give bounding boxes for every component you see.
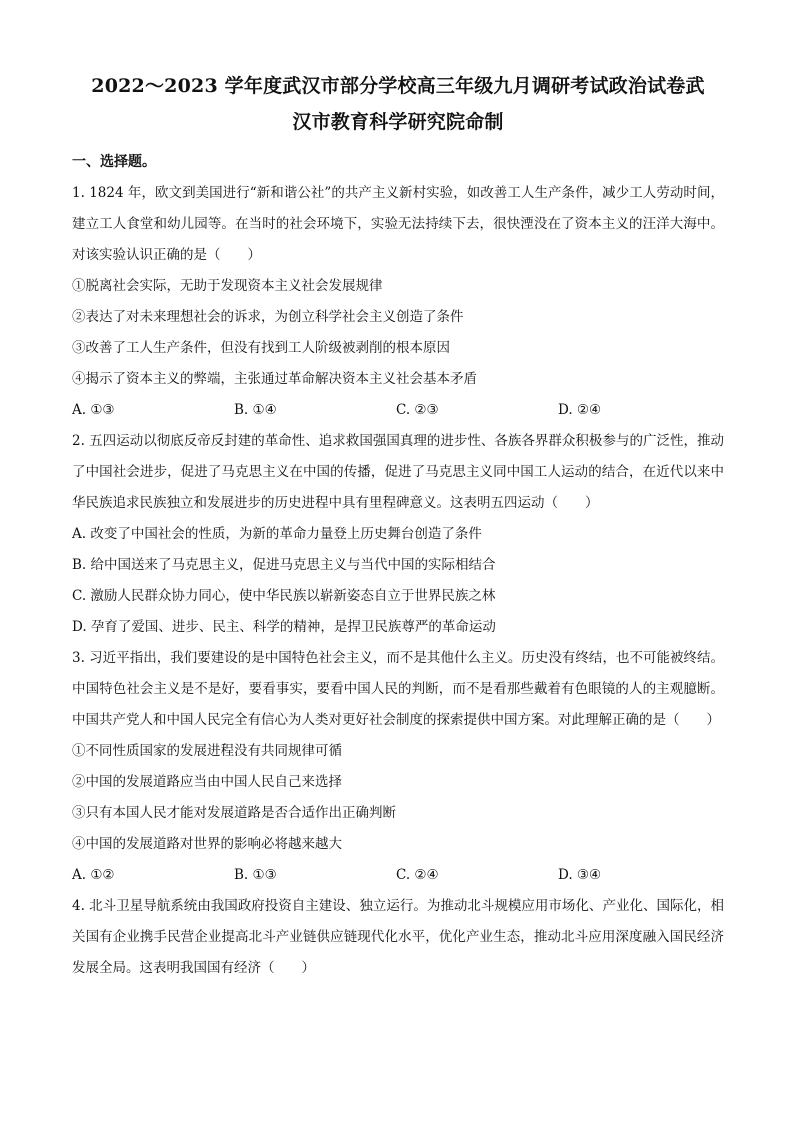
choice-c: C. ②③ [396,402,439,418]
question-2 [72,426,724,643]
question-stem: 2. 五四运动以彻底反帝反封建的革命性、追求救国强国真理的进步性、各族各界群众积极参与的广泛性，推动了中国社会进步，促进了马克思主义在中国的传播，促进了马克思主义同中国工人运动的结合，在近代以来中华民族追求民族独立和发展进步的历史进程中具有里程碑意义。这表明五四运动（ ） [72,433,724,511]
exam-title-line2: 汉市教育科学研究院命制 [292,111,504,133]
statement-item: ②中国的发展道路应当由中国人民自己来选择 [72,774,342,790]
question-1 [72,178,724,426]
choice-d: D. ③④ [558,867,602,883]
question-4 [72,891,724,984]
statement-item: ④中国的发展道路对世界的影响必将越来越大 [72,836,342,852]
statement-item: ③改善了工人生产条件，但没有找到工人阶级被剥削的根本原因 [72,340,450,356]
answer-choices [72,860,724,891]
option-d: D. 孕育了爱国、进步、民主、科学的精神，是捍卫民族尊严的革命运动 [72,619,496,635]
choice-b: B. ①④ [234,402,277,418]
choice-c: C. ②④ [396,867,439,883]
option-b: B. 给中国送来了马克思主义，促进马克思主义与当代中国的实际相结合 [72,557,496,573]
question-stem: 4. 北斗卫星导航系统由我国政府投资自主建设、独立运行。为推动北斗规模应用市场化、产业化、国际化，相关国有企业携手民营企业提高北斗产业链供应链现代化水平，优化产业生态，推动北斗应用深度融入国民经济发展全局。这表明我国国有经济（ ） [72,898,724,976]
choice-a: A. ①③ [72,402,115,418]
choice-d: D. ②④ [558,402,602,418]
question-3 [72,643,724,891]
choice-b: B. ①③ [234,867,277,883]
exam-title-line1: 2022～2023 学年度武汉市部分学校高三年级九月调研考试政治试卷武 [91,75,705,97]
statement-item: ②表达了对未来理想社会的诉求，为创立科学社会主义创造了条件 [72,309,464,325]
answer-choices [72,395,724,426]
question-stem: 1. 1824 年，欧文到美国进行“新和谐公社”的共产主义新村实验，如改善工人生产条件，减少工人劳动时间，建立工人食堂和幼儿园等。在当时的社会环境下，实验无法持续下去，很快湮没在了资本主义的汪洋大海中。对该实验认识正确的是（ ） [72,185,724,263]
section-heading: 一、选择题。 [72,154,156,170]
choice-a: A. ①② [72,867,115,883]
statement-item: ①不同性质国家的发展进程没有共同规律可循 [72,743,342,759]
question-stem: 3. 习近平指出，我们要建设的是中国特色社会主义，而不是其他什么主义。历史没有终结，也不可能被终结。中国特色社会主义是不是好，要看事实，要看中国人民的判断，而不是看那些戴着有色眼镜的人的主观臆断。中国共产党人和中国人民完全有信心为人类对更好社会制度的探索提供中国方案。对此理解正确的是（ ） [72,650,724,728]
statement-item: ①脱离社会实际，无助于发现资本主义社会发展规律 [72,278,383,294]
statement-item: ③只有本国人民才能对发展道路是否合适作出正确判断 [72,805,396,821]
statement-item: ④揭示了资本主义的弊端，主张通过革命解决资本主义社会基本矛盾 [72,371,477,387]
option-c: C. 激励人民群众协力同心，使中华民族以崭新姿态自立于世界民族之林 [72,588,496,604]
option-a: A. 改变了中国社会的性质，为新的革命力量登上历史舞台创造了条件 [72,526,482,542]
